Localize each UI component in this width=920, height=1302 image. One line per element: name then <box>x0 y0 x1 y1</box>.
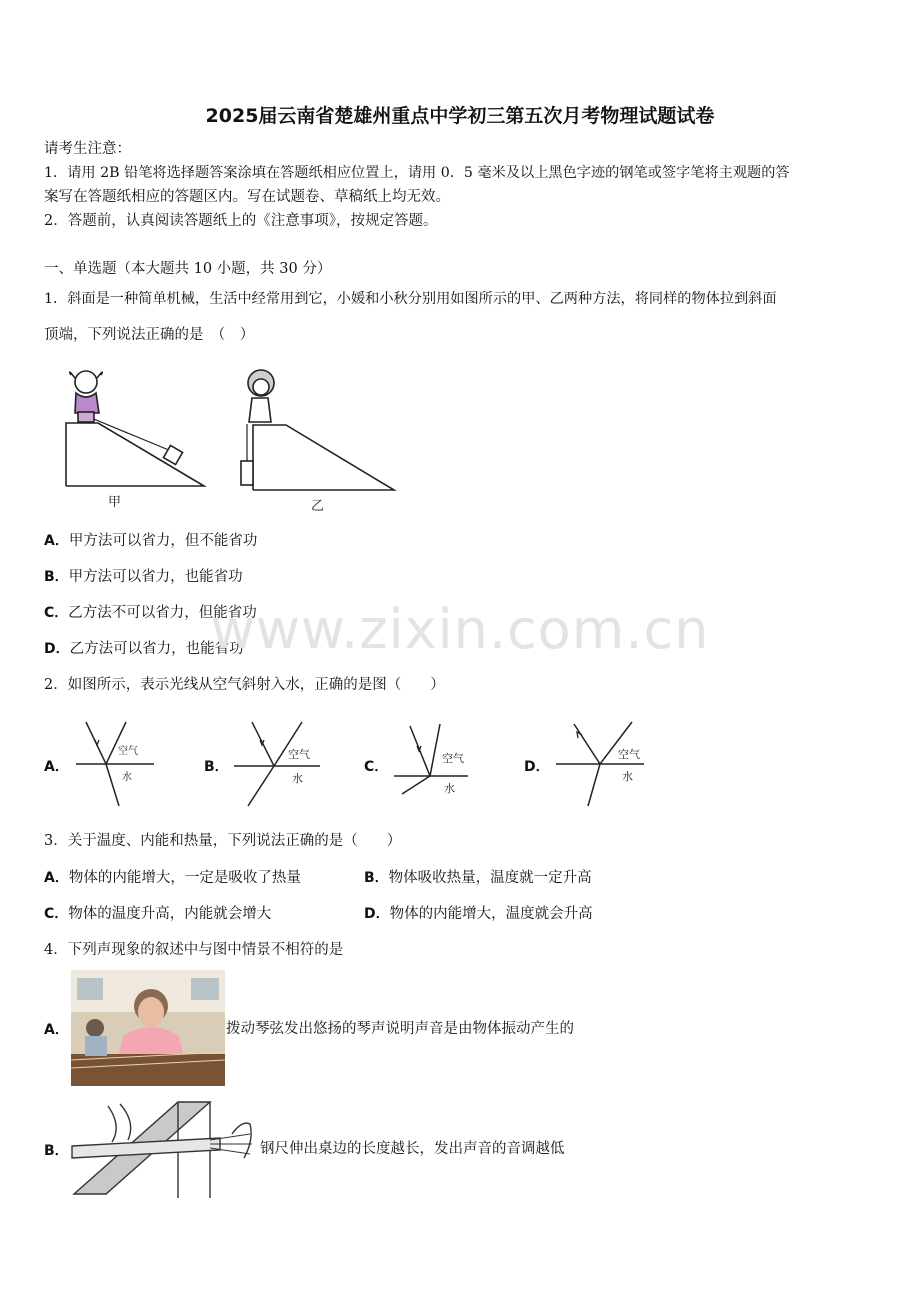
q3-option-c <box>44 903 271 924</box>
q2-option-a-letter: A． <box>44 759 69 775</box>
q2-diagram-c <box>392 718 492 810</box>
q2-option-d-letter: D． <box>524 759 550 775</box>
page-title: 2025届云南省楚雄州重点中学初三第五次月考物理试题试卷 <box>205 105 715 127</box>
incline-jia-diagram <box>66 371 204 486</box>
option-text: 物体吸收热量，温度就一定升高 <box>388 870 592 886</box>
q2-diagram-d <box>554 718 654 810</box>
option-text: 乙方法可以省力，也能省功 <box>69 641 244 657</box>
q4-option-a-letter: A． <box>44 1022 69 1038</box>
option-text: 甲方法可以省力，但不能省功 <box>68 533 258 549</box>
notice-item-1-line-1: 1．请用 2B 铅笔将选择题答案涂填在答题纸相应位置上，请用 0．5 毫米及以上黑色字迹的钢笔或签字笔将主观题的答 <box>44 165 790 181</box>
notice-heading: 请考生注意： <box>44 141 131 157</box>
svg-text:水: 水 <box>122 772 132 783</box>
svg-text:水: 水 <box>444 782 455 795</box>
option-letter: C． <box>44 605 69 621</box>
incline-yi-diagram <box>241 370 394 490</box>
svg-text:空气: 空气 <box>618 748 640 761</box>
watermark: www.zixin.com.cn <box>210 598 710 661</box>
option-letter: B． <box>44 569 69 585</box>
notice-item-2: 2．答题前，认真阅读答题纸上的《注意事项》，按规定答题。 <box>44 213 438 229</box>
option-letter: C． <box>44 906 69 922</box>
q2-option-b-letter: B． <box>204 759 229 775</box>
option-text: 甲方法可以省力，也能省功 <box>68 569 243 585</box>
option-letter: A． <box>44 533 69 549</box>
q3-option-a <box>44 867 301 888</box>
q1-stem-line-2: 顶端，下列说法正确的是 （ ） <box>44 327 255 343</box>
option-letter: A． <box>44 870 69 886</box>
q4-option-b-text: 钢尺伸出桌边的长度越长，发出声音的音调越低 <box>260 1141 565 1157</box>
q1-option-a <box>44 530 257 551</box>
q4-ruler-figure <box>70 1098 260 1200</box>
q2-stem: 2．如图所示，表示光线从空气斜射入水，正确的是图（ ） <box>44 677 445 693</box>
svg-text:空气: 空气 <box>118 746 138 757</box>
q2-diagram-b <box>232 718 332 810</box>
figure-label-yi: 乙 <box>311 499 325 514</box>
figure-label-jia: 甲 <box>108 495 122 510</box>
q4-stem: 4．下列声现象的叙述中与图中情景不相符的是 <box>44 942 344 958</box>
option-text: 乙方法不可以省力，但能省功 <box>68 605 257 621</box>
option-letter: D． <box>44 641 70 657</box>
q3-option-d <box>364 903 593 924</box>
q1-stem-line-1: 1．斜面是一种简单机械，生活中经常用到它，小媛和小秋分别用如图所示的甲、乙两种方法，将同样的物体拉到斜面 <box>44 291 777 307</box>
q1-option-b <box>44 566 243 587</box>
q3-option-b <box>364 867 592 888</box>
q4-option-b-letter: B． <box>44 1143 69 1159</box>
q3-stem: 3．关于温度、内能和热量，下列说法正确的是（ ） <box>44 833 402 849</box>
q2-diagram-a <box>72 718 162 810</box>
q4-guzheng-photo <box>71 970 225 1086</box>
option-text: 物体的内能增大，一定是吸收了热量 <box>68 870 301 886</box>
svg-text:水: 水 <box>622 770 633 783</box>
q2-option-c-letter: C． <box>364 759 389 775</box>
notice-item-1-line-2: 案写在答题纸相应的答题区内。写在试题卷、草稿纸上均无效。 <box>44 189 450 205</box>
q1-incline-figure <box>56 360 406 520</box>
svg-text:空气: 空气 <box>442 752 464 765</box>
q4-option-a-text: 拨动琴弦发出悠扬的琴声说明声音是由物体振动产生的 <box>226 1021 574 1037</box>
option-letter: B． <box>364 870 389 886</box>
section-heading: 一、单选题（本大题共 10 小题，共 30 分） <box>44 261 332 277</box>
option-letter: D． <box>364 906 390 922</box>
option-text: 物体的温度升高，内能就会增大 <box>68 906 272 922</box>
svg-text:水: 水 <box>292 772 303 785</box>
option-text: 物体的内能增大，温度就会升高 <box>389 906 593 922</box>
svg-text:空气: 空气 <box>288 748 310 761</box>
